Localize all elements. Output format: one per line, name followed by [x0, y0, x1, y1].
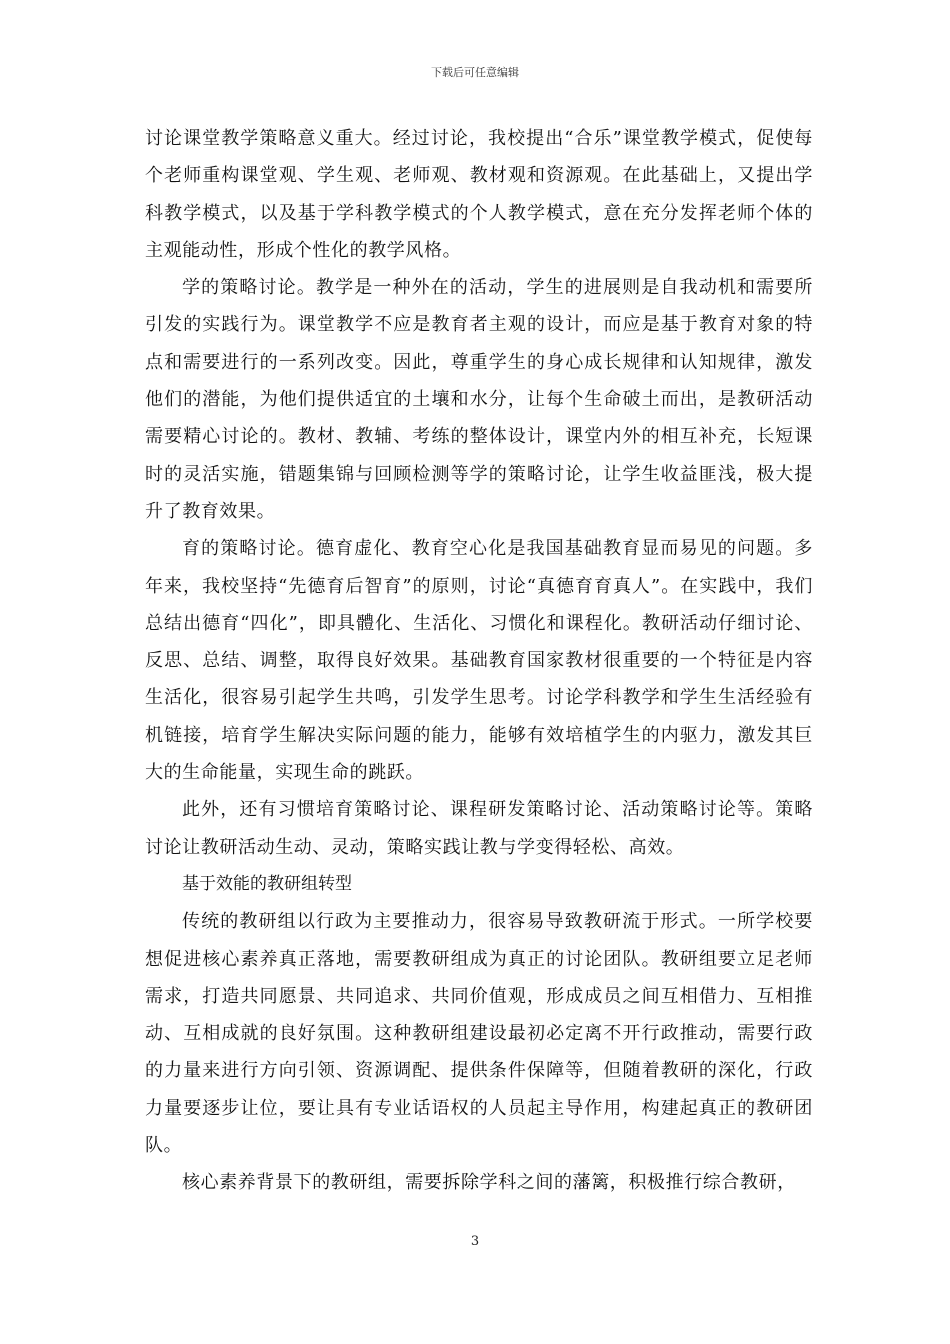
- paragraph-other-strategies: 此外，还有习惯培育策略讨论、课程研发策略讨论、活动策略讨论等。策略讨论让教研活动生动、灵动，策略实践让教与学变得轻松、高效。: [145, 799, 813, 858]
- paragraph-learning-strategy: 学的策略讨论。教学是一种外在的活动，学生的进展则是自我动机和需要所引发的实践行为。课堂教学不应是教育者主观的设计，而应是基于教育对象的特点和需要进行的一系列改变。因此，尊重学生的身心成长规律和认知规律，激发他们的潜能，为他们提供适宜的土壤和水分，让每个生命破土而出，是教研活动需要精心讨论的。教材、教辅、考练的整体设计，课堂内外的相互补充，长短课时的灵活实施，错题集锦与回顾检测等学的策略讨论，让学生收益匪浅，极大提升了教育效果。: [145, 277, 813, 522]
- document-body: [145, 120, 813, 1202]
- paragraph-1: 讨论课堂教学策略意义重大。经过讨论，我校提出“合乐”课堂教学模式，促使每个老师重构课堂观、学生观、老师观、教材观和资源观。在此基础上，又提出学科教学模式，以及基于学科教学模式的个人教学模式，意在充分发挥老师个体的主观能动性，形成个性化的教学风格。: [145, 128, 813, 261]
- page-header: 下载后可任意编辑: [431, 66, 519, 79]
- paragraph-teaching-group: 传统的教研组以行政为主要推动力，很容易导致教研流于形式。一所学校要想促进核心素养真正落地，需要教研组成为真正的讨论团队。教研组要立足老师需求，打造共同愿景、共同追求、共同价值观，形成成员之间互相借力、互相推动、互相成就的良好氛围。这种教研组建设最初必定离不开行政推动，需要行政的力量来进行方向引领、资源调配、提供条件保障等，但随着教研的深化，行政力量要逐步让位，要让具有专业话语权的人员起主导作用，构建起真正的教研团队。: [145, 911, 813, 1157]
- section-heading: 基于效能的教研组转型: [182, 873, 352, 894]
- paragraph-core-literacy: 核心素养背景下的教研组，需要拆除学科之间的藩篱，积极推行综合教研，: [182, 1172, 796, 1194]
- paragraph-education-strategy: 育的策略讨论。德育虚化、教育空心化是我国基础教育显而易见的问题。多年来，我校坚持“先德育后智育”的原则，讨论“真德育育真人”。在实践中，我们总结出德育“四化”，即具體化、生活化、习惯化和课程化。教研活动仔细讨论、反思、总结、调整，取得良好效果。基础教育国家教材很重要的一个特征是内容生活化，很容易引起学生共鸣，引发学生思考。讨论学科教学和学生生活经验有机链接，培育学生解决实际问题的能力，能够有效培植学生的内驱力，激发其巨大的生命能量，实现生命的跳跃。: [145, 538, 813, 784]
- page-number: 3: [470, 1234, 480, 1249]
